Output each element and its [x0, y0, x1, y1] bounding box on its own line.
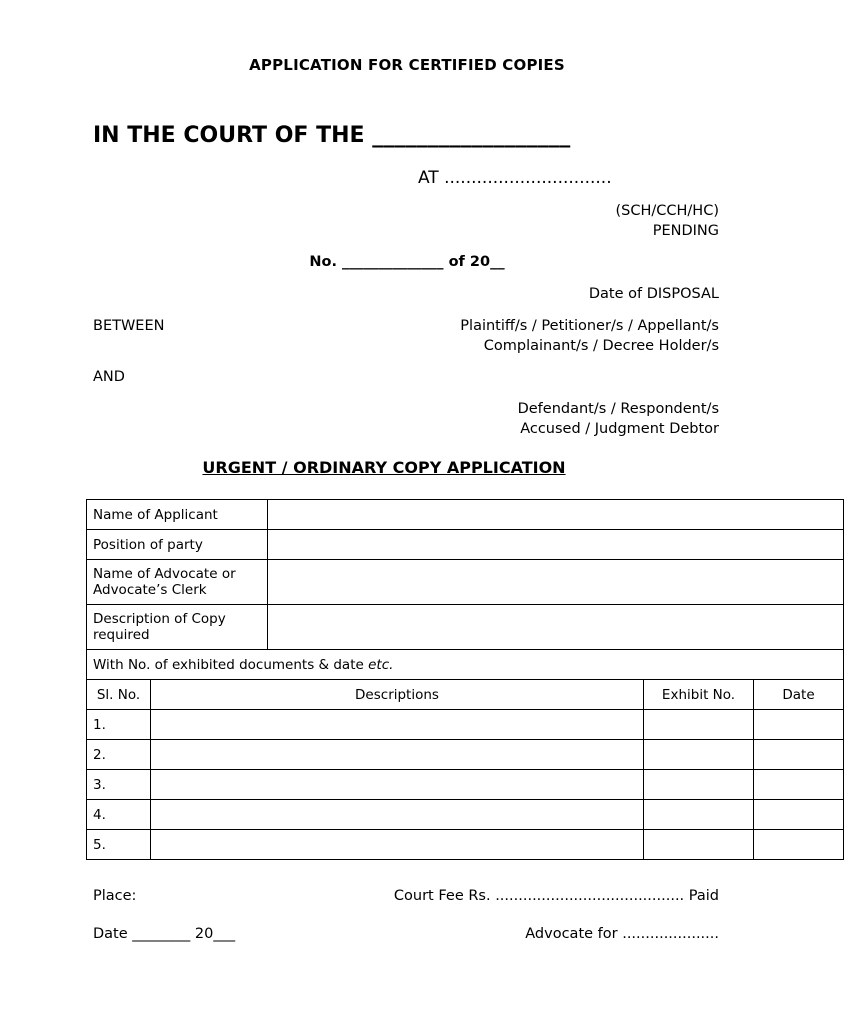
plaintiff-line-2: Complainant/s / Decree Holder/s [483, 338, 719, 354]
date-line: Date ________ 20___ [93, 926, 236, 942]
row-exhibit-cell[interactable] [644, 800, 754, 830]
application-title: URGENT / ORDINARY COPY APPLICATION [202, 458, 566, 477]
exhibits-note-text: With No. of exhibited documents & date [93, 656, 369, 673]
row-date-cell[interactable] [754, 710, 844, 740]
advocate-for-line: Advocate for ..................... [525, 926, 719, 942]
row-number: 3. [87, 770, 151, 800]
row-description-cell[interactable] [151, 830, 644, 860]
form-row-description [87, 605, 844, 650]
exhibits-note-row [87, 650, 844, 680]
advocate-label-line-1: Name of Advocate or [93, 566, 236, 582]
at-line: AT ............................... [418, 168, 612, 188]
exhibit-row [87, 710, 844, 740]
application-form-table [86, 499, 844, 860]
defendant-line-1: Defendant/s / Respondent/s [517, 401, 719, 417]
row-exhibit-cell[interactable] [644, 830, 754, 860]
description-field[interactable] [268, 605, 844, 650]
row-date-cell[interactable] [754, 770, 844, 800]
form-row-position [87, 530, 844, 560]
row-date-cell[interactable] [754, 740, 844, 770]
exhibit-header-row [87, 680, 844, 710]
row-description-cell[interactable] [151, 770, 644, 800]
description-label [87, 605, 268, 650]
position-label: Position of party [87, 530, 268, 560]
row-exhibit-cell[interactable] [644, 710, 754, 740]
advocate-field[interactable] [268, 560, 844, 605]
row-description-cell[interactable] [151, 740, 644, 770]
position-field[interactable] [268, 530, 844, 560]
row-date-cell[interactable] [754, 800, 844, 830]
date-of-disposal: Date of DISPOSAL [588, 286, 719, 302]
court-line: IN THE COURT OF THE __________________ [93, 123, 571, 148]
row-number: 4. [87, 800, 151, 830]
description-label-line-2: required [93, 627, 150, 643]
court-fee-line: Court Fee Rs. ......................................... Paid [393, 888, 719, 904]
header-date: Date [754, 680, 844, 710]
exhibit-row [87, 800, 844, 830]
applicant-label: Name of Applicant [87, 500, 268, 530]
row-number: 5. [87, 830, 151, 860]
header-exhibit-no: Exhibit No. [644, 680, 754, 710]
row-date-cell[interactable] [754, 830, 844, 860]
and-label: AND [93, 369, 125, 385]
row-description-cell[interactable] [151, 800, 644, 830]
document-title: APPLICATION FOR CERTIFIED COPIES [249, 56, 565, 74]
advocate-label [87, 560, 268, 605]
row-number: 2. [87, 740, 151, 770]
exhibits-note-etc: etc. [368, 656, 394, 673]
header-descriptions: Descriptions [151, 680, 644, 710]
exhibit-row [87, 830, 844, 860]
form-row-applicant [87, 500, 844, 530]
defendant-line-2: Accused / Judgment Debtor [520, 421, 719, 437]
place-label: Place: [93, 888, 137, 904]
form-row-advocate [87, 560, 844, 605]
header-sl-no: Sl. No. [87, 680, 151, 710]
applicant-field[interactable] [268, 500, 844, 530]
case-number-line: No. ______________ of 20__ [309, 254, 505, 270]
row-exhibit-cell[interactable] [644, 740, 754, 770]
case-status: PENDING [652, 223, 719, 239]
exhibits-note [87, 650, 844, 680]
exhibit-row [87, 770, 844, 800]
between-label: BETWEEN [93, 318, 165, 334]
description-label-line-1: Description of Copy [93, 611, 226, 627]
exhibit-row [87, 740, 844, 770]
row-exhibit-cell[interactable] [644, 770, 754, 800]
row-number: 1. [87, 710, 151, 740]
row-description-cell[interactable] [151, 710, 644, 740]
plaintiff-line-1: Plaintiff/s / Petitioner/s / Appellant/s [460, 318, 719, 334]
advocate-label-line-2: Advocate’s Clerk [93, 582, 207, 598]
court-type: (SCH/CCH/HC) [615, 203, 719, 219]
